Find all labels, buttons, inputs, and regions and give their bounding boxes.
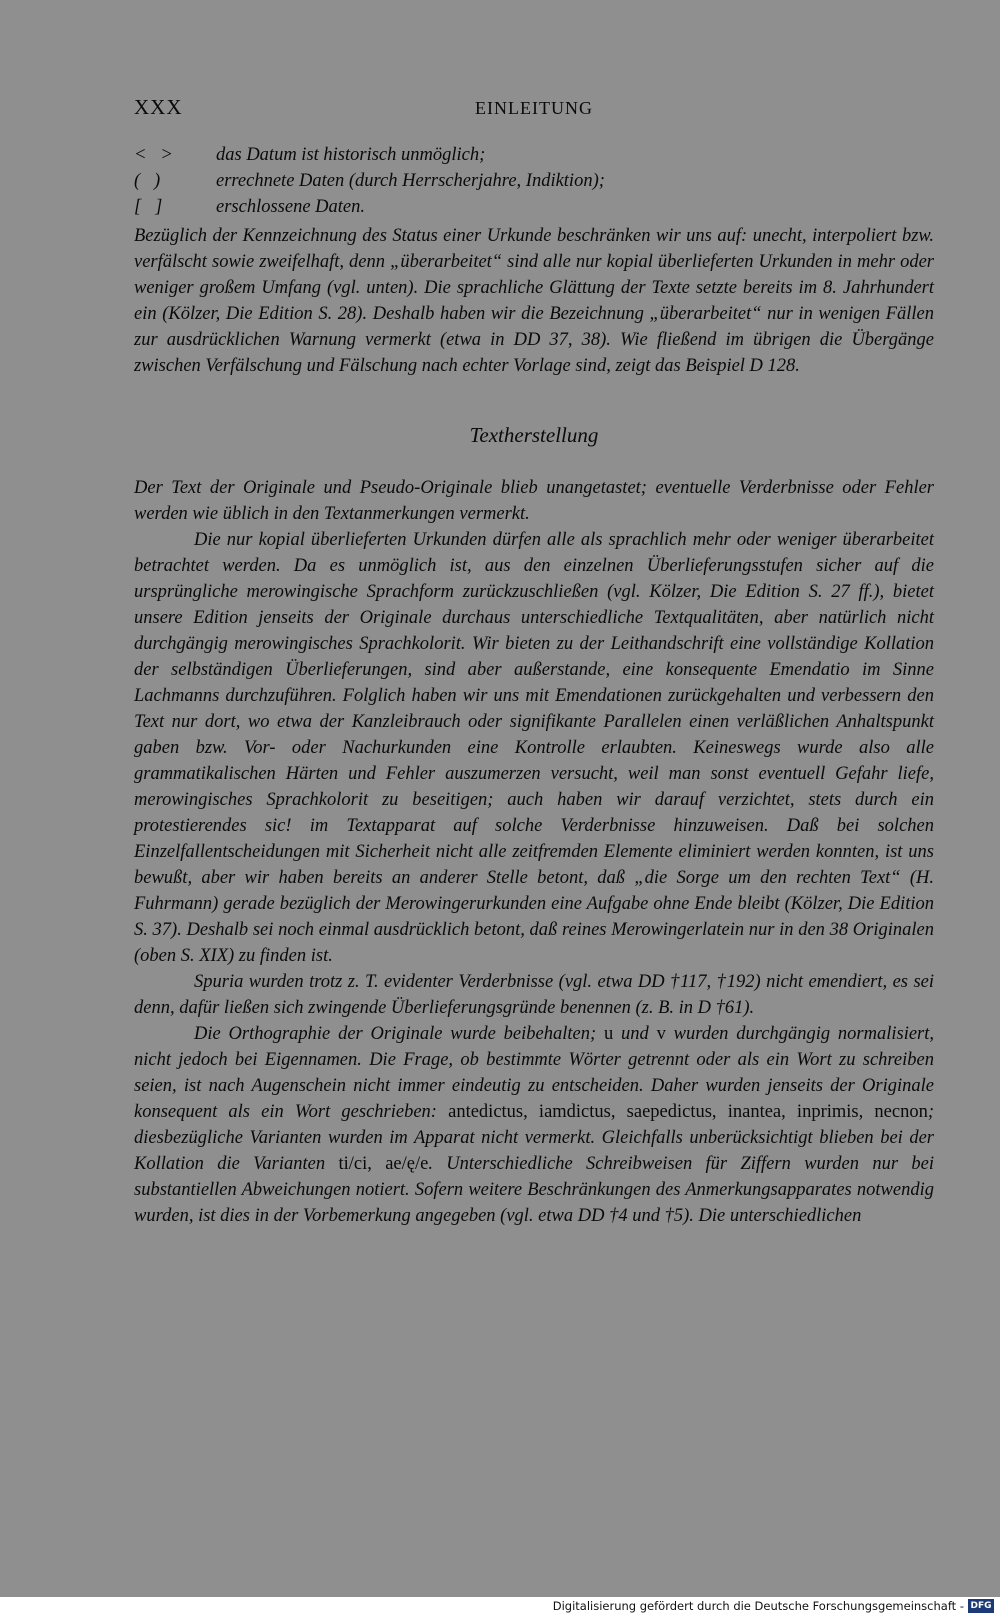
body-paragraph: Spuria wurden trotz z. T. evidenter Verderbnisse (vgl. etwa DD †117, †192) nicht emendiert, es sei denn, dafür ließen sich zwingende Überlieferungsgründe benennen (z. B. in D †61). [134,972,934,1018]
letter-example: u [603,1024,614,1044]
legend-row [134,171,934,197]
symbol-legend [134,145,934,223]
legend-symbol: [ ] [134,197,163,217]
legend-text: erschlossene Daten. [216,197,365,217]
paragraph-text: und [613,1024,657,1044]
paragraph-text: Die Orthographie der Originale wurde beibehalten; [194,1024,604,1044]
intro-paragraph: Bezüglich der Kennzeichnung des Status einer Urkunde beschränken wir uns auf: unecht, interpoliert bzw. verfälscht sowie zweifelhaft, denn „überarbeitet“ sind alle nur kopial überlieferten Urkunden in mehr oder weniger großem Umfang (vgl. unten). Die sprachliche Glättung der Texte setzte bereits im 8. Jahrhundert ein (Kölzer, Die Edition S. 28). Deshalb haben wir die Bezeichnung „überarbeitet“ nur in wenigen Fällen zur ausdrücklichen Warnung vermerkt (etwa in DD 37, 38). Wie fließend im übrigen die Übergänge zwischen Verfälschung und Fälschung nach echter Vorlage sind, zeigt das Beispiel D 128. [134,226,934,376]
section-title: Textherstellung [469,423,599,447]
page-content [134,95,934,1229]
legend-row [134,197,934,223]
legend-symbol: < > [134,145,173,165]
orthography-paragraph [134,1021,934,1229]
variant-examples: ti/ci, ae/ę/e [338,1154,429,1174]
legend-symbol: ( ) [134,171,161,191]
running-head [134,95,934,125]
body-paragraph: Die nur kopial überlieferten Urkunden dürfen alle als sprachlich mehr oder weniger überarbeitet betrachtet werden. Da es unmöglich ist, aus den einzelnen Überlieferungsstufen sicher auf die ursprüngliche merowingische Sprachform zurückzuschließen (vgl. Kölzer, Die Edition S. 27 ff.), bietet unsere Edition jenseits der Originale durchaus unterschiedliche Textqualitäten, aber natürlich nicht durchgängig merowingisches Sprachkolorit. Wir bieten zu der Leithandschrift eine vollständige Kollation der selbständigen Überlieferungen, sind aber außerstande, eine konsequente Emendatio im Sinne Lachmanns durchzuführen. Folglich haben wir uns mit Emendationen zurückgehalten und verbessern den Text nur dort, wo etwa der Kanzleibrauch oder signifikante Parallelen einen verläßlichen Anhaltspunkt gaben bzw. Vor- oder Nachurkunden eine Kontrolle erlaubten. Keineswegs wurde also alle grammatikalischen Härten und Fehler auszumerzen versucht, weil man sonst eventuell Gefahr liefe, merowingisches Sprachkolorit zu beseitigen; auch haben wir darauf verzichtet, stets durch ein protestierendes sic! im Textapparat auf solche Verderbnisse hinzuweisen. Daß bei solchen Einzelfallentscheidungen mit Sicherheit nicht alle zeitfremden Elemente eliminiert werden konnten, ist uns bewußt, aber wir haben bereits an anderer Stelle betont, daß „die Sorge um den rechten Text“ (H. Fuhrmann) gerade bezüglich der Merowingerurkunden eine Aufgabe ohne Ende bleibt (Kölzer, Die Edition S. 37). Deshalb sei noch einmal ausdrücklich betont, daß reines Merowingerlatein nur in den 38 Originalen (oben S. XIX) zu finden ist. [134,530,934,966]
letter-example: v [656,1024,666,1044]
paragraph-text: . Unterschiedliche Schreibweisen für Ziffern wurden nur bei substantiellen Abweichungen notiert. Sofern weitere Beschränkungen des Anmerkungsapparates notwendig wurden, ist dies in der Vorbemerkung angegeben (vgl. etwa DD †4 und †5). Die unterschiedlichen [134,1154,934,1226]
word-examples: antedictus, iamdictus, saepedictus, inantea, inprimis, necnon [448,1102,928,1122]
footer-credit: Digitalisierung gefördert durch die Deutsche Forschungsgemeinschaft - [552,1599,964,1613]
legend-row [134,145,934,171]
body-paragraph: Der Text der Originale und Pseudo-Originale blieb unangetastet; eventuelle Verderbnisse oder Fehler werden wie üblich in den Textanmerkungen vermerkt. [134,478,934,524]
dfg-logo: DFG [968,1599,994,1613]
page-number: XXX [134,95,183,119]
legend-text: errechnete Daten (durch Herrscherjahre, Indiktion); [216,171,605,191]
paragraph-text: ; diesbezügliche Varianten wurden im Apparat nicht vermerkt. Gleichfalls unberücksichtigt blieben bei der Kollation die Varianten [134,1102,934,1174]
legend-text: das Datum ist historisch unmöglich; [216,145,486,165]
paragraph-text: wurden durchgängig normalisiert, nicht jedoch bei Eigennamen. Die Frage, ob bestimmte Wörter getrennt oder als ein Wort zu schreiben seien, ist nach Augenschein nicht immer eindeutig zu entscheiden. Daher wurden jenseits der Originale konsequent als ein Wort geschrieben: [134,1024,935,1122]
running-title: EINLEITUNG [475,98,593,118]
digitization-footer [0,1597,1000,1616]
